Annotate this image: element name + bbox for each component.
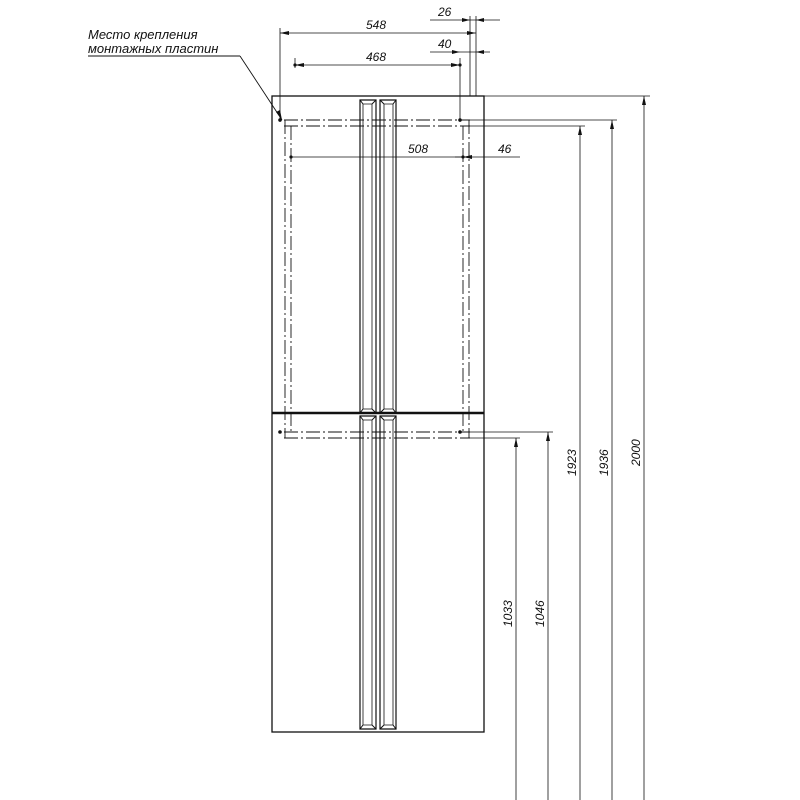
hidden-frame-lines <box>284 120 470 438</box>
dimension-lines <box>280 16 650 800</box>
dim-plate-offset: 46 <box>498 142 512 156</box>
dim-height-lower-plate-alt: 1033 <box>501 600 515 627</box>
dim-height-top-plate: 1936 <box>597 449 611 476</box>
dim-height-top-plate-alt: 1923 <box>565 449 579 476</box>
cabinet-outline <box>272 96 484 732</box>
dim-height-total: 2000 <box>629 439 643 466</box>
dim-plate-span: 508 <box>408 142 429 156</box>
mounting-plate-points <box>278 63 464 433</box>
dim-top-width: 548 <box>366 18 387 32</box>
dim-inner-width: 468 <box>366 50 387 64</box>
note-line-2: монтажных пластин <box>88 41 219 56</box>
note-leader <box>88 56 282 120</box>
dim-inner-side-offset: 40 <box>438 37 452 51</box>
dim-height-lower-plate: 1046 <box>533 600 547 627</box>
note-line-1: Место крепления <box>88 27 198 42</box>
door-handles <box>360 100 396 729</box>
dim-top-side-offset: 26 <box>438 5 452 19</box>
